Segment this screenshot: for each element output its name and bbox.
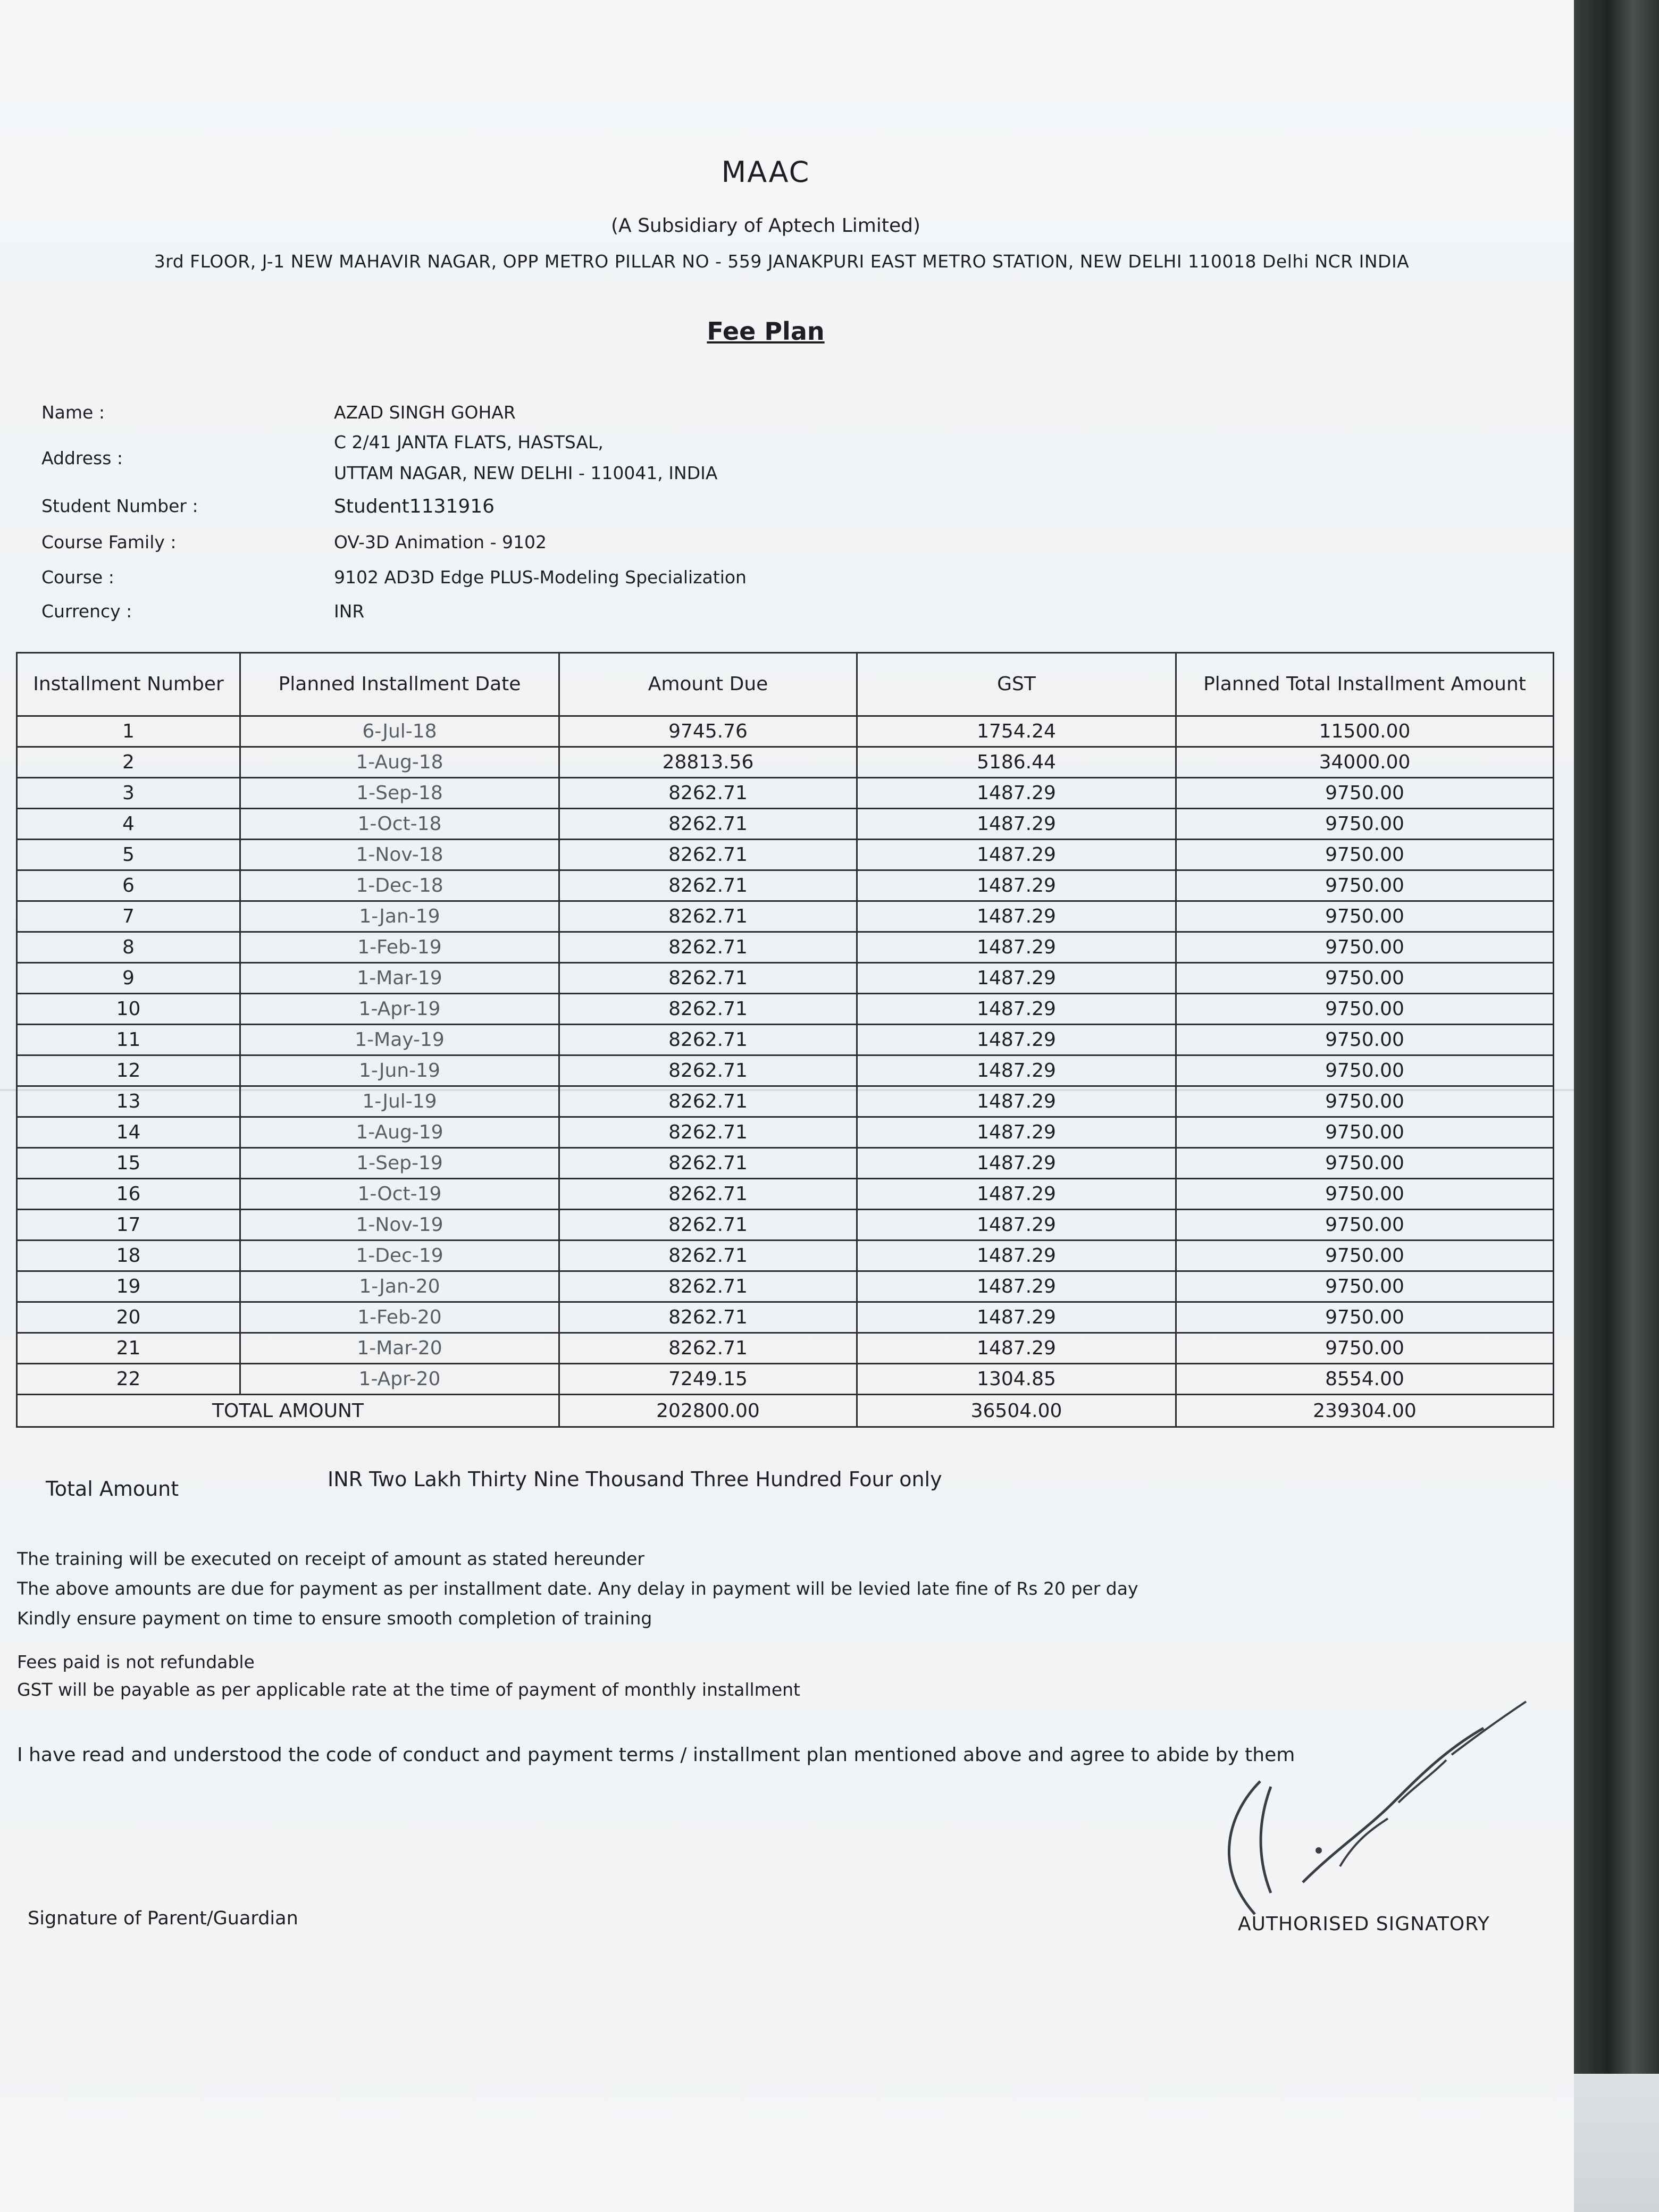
table-row [17,1148,1554,1179]
table-row [17,932,1554,963]
amount-due-cell: 8262.71 [559,932,857,963]
amount-due-cell: 8262.71 [559,1148,857,1179]
installment-date-cell: 1-Apr-19 [240,994,559,1025]
planned-total-cell: 9750.00 [1176,994,1554,1025]
amount-due-cell: 8262.71 [559,1302,857,1333]
installment-number-cell: 15 [17,1148,240,1179]
planned-total-cell: 9750.00 [1176,932,1554,963]
term-item: GST will be payable as per applicable rate at the time of payment of monthly installment [17,1679,800,1700]
gst-amount-cell: 1304.85 [857,1364,1176,1395]
planned-total-cell: 9750.00 [1176,809,1554,840]
gst-amount-cell: 1487.29 [857,1025,1176,1055]
planned-total-cell: 9750.00 [1176,870,1554,901]
course-family-value: OV-3D Animation - 9102 [334,532,547,552]
institute-name: MAAC [721,155,810,189]
table-row [17,901,1554,932]
installment-number-cell: 22 [17,1364,240,1395]
address-line1: C 2/41 JANTA FLATS, HASTSAL, [334,432,604,453]
installment-rows [17,716,1554,1395]
gst-amount-cell: 1487.29 [857,1179,1176,1210]
amount-due-cell: 8262.71 [559,809,857,840]
installment-date-cell: 1-Nov-19 [240,1210,559,1241]
installment-number-cell: 17 [17,1210,240,1241]
planned-total-cell: 34000.00 [1176,747,1554,778]
background-surface [1574,0,1659,2212]
gst-amount-cell: 1487.29 [857,1086,1176,1117]
installment-number-cell: 8 [17,932,240,963]
installment-date-cell: 1-Nov-18 [240,840,559,870]
planned-total-cell: 8554.00 [1176,1364,1554,1395]
course-family-label: Course Family : [41,532,177,552]
student-number-value: Student1131916 [334,496,495,517]
installment-table [16,652,1554,1428]
course-label: Course : [41,567,114,588]
table-row [17,1333,1554,1364]
planned-total-cell: 9750.00 [1176,1333,1554,1364]
table-row [17,963,1554,994]
planned-total-cell: 9750.00 [1176,840,1554,870]
table-row [17,1271,1554,1302]
term-item: The above amounts are due for payment as per installment date. Any delay in payment will be levied late fine of Rs 20 per day [17,1578,1138,1599]
amount-due-cell: 8262.71 [559,994,857,1025]
amount-due-cell: 8262.71 [559,963,857,994]
gst-amount-cell: 1487.29 [857,901,1176,932]
declaration-text: I have read and understood the code of conduct and payment terms / installment plan mentioned above and agree to abide by them [17,1744,1295,1766]
installment-number-cell: 7 [17,901,240,932]
installment-date-cell: 1-Jun-19 [240,1055,559,1086]
gst-amount-cell: 1487.29 [857,1271,1176,1302]
gst-amount-cell: 5186.44 [857,747,1176,778]
table-row [17,1025,1554,1055]
amount-due-cell: 8262.71 [559,1333,857,1364]
amount-due-cell: 8262.71 [559,778,857,809]
installment-date-cell: 1-Aug-18 [240,747,559,778]
installment-date-cell: 1-Apr-20 [240,1364,559,1395]
term-item: The training will be executed on receipt of amount as stated hereunder [17,1548,644,1569]
table-row [17,1179,1554,1210]
amount-due-cell: 8262.71 [559,1055,857,1086]
installment-date-cell: 1-Jan-20 [240,1271,559,1302]
amount-due-cell: 8262.71 [559,870,857,901]
table-row [17,994,1554,1025]
amount-due-cell: 7249.15 [559,1364,857,1395]
gst-amount-cell: 1487.29 [857,870,1176,901]
authorised-signatory-label: AUTHORISED SIGNATORY [1238,1913,1490,1935]
installment-number-cell: 1 [17,716,240,747]
installment-number-cell: 6 [17,870,240,901]
gst-amount-cell: 1487.29 [857,1117,1176,1148]
institute-address: 3rd FLOOR, J-1 NEW MAHAVIR NAGAR, OPP METRO PILLAR NO - 559 JANAKPURI EAST METRO STATION, NEW DELHI 110018 Delhi NCR INDIA [154,251,1410,272]
installment-number-cell: 14 [17,1117,240,1148]
header-planned-date: Planned Installment Date [240,653,559,716]
installment-date-cell: 1-Dec-18 [240,870,559,901]
amount-due-cell: 8262.71 [559,1271,857,1302]
installment-number-cell: 3 [17,778,240,809]
table-row [17,1302,1554,1333]
installment-date-cell: 1-Mar-20 [240,1333,559,1364]
amount-due-cell: 8262.71 [559,1086,857,1117]
term-item: Kindly ensure payment on time to ensure smooth completion of training [17,1608,652,1629]
table-row [17,870,1554,901]
total-words-value: INR Two Lakh Thirty Nine Thousand Three Hundred Four only [328,1468,942,1491]
installment-date-cell: 1-Aug-19 [240,1117,559,1148]
amount-due-cell: 8262.71 [559,1241,857,1271]
installment-date-cell: 1-Dec-19 [240,1241,559,1271]
name-label: Name : [41,402,105,423]
planned-total-cell: 9750.00 [1176,1271,1554,1302]
handwritten-signature [1196,1691,1547,1936]
amount-due-cell: 9745.76 [559,716,857,747]
installment-date-cell: 6-Jul-18 [240,716,559,747]
total-gst: 36504.00 [857,1395,1176,1427]
gst-amount-cell: 1487.29 [857,932,1176,963]
planned-total-cell: 9750.00 [1176,1055,1554,1086]
gst-amount-cell: 1487.29 [857,994,1176,1025]
installment-date-cell: 1-Jul-19 [240,1086,559,1117]
installment-number-cell: 9 [17,963,240,994]
amount-due-cell: 8262.71 [559,1179,857,1210]
total-planned-amount: 239304.00 [1176,1395,1554,1427]
table-row [17,747,1554,778]
planned-total-cell: 9750.00 [1176,1179,1554,1210]
table-row [17,1241,1554,1271]
term-item: Fees paid is not refundable [17,1652,255,1672]
installment-number-cell: 12 [17,1055,240,1086]
gst-amount-cell: 1487.29 [857,809,1176,840]
installment-number-cell: 16 [17,1179,240,1210]
planned-total-cell: 9750.00 [1176,1086,1554,1117]
installment-date-cell: 1-May-19 [240,1025,559,1055]
installment-number-cell: 19 [17,1271,240,1302]
installment-number-cell: 5 [17,840,240,870]
table-row [17,1055,1554,1086]
table-row [17,1210,1554,1241]
student-number-label: Student Number : [41,496,198,516]
planned-total-cell: 9750.00 [1176,963,1554,994]
name-value: AZAD SINGH GOHAR [334,402,516,423]
installment-date-cell: 1-Feb-20 [240,1302,559,1333]
total-row [17,1395,1554,1427]
gst-amount-cell: 1487.29 [857,1148,1176,1179]
gst-amount-cell: 1487.29 [857,1333,1176,1364]
installment-number-cell: 11 [17,1025,240,1055]
header-gst: GST [857,653,1176,716]
planned-total-cell: 9750.00 [1176,1025,1554,1055]
planned-total-cell: 9750.00 [1176,1241,1554,1271]
installment-number-cell: 4 [17,809,240,840]
table-header-row [17,653,1554,716]
installment-number-cell: 2 [17,747,240,778]
installment-number-cell: 18 [17,1241,240,1271]
total-words-label: Total Amount [46,1477,179,1501]
installment-number-cell: 10 [17,994,240,1025]
gst-amount-cell: 1487.29 [857,1302,1176,1333]
table-row [17,778,1554,809]
amount-due-cell: 8262.71 [559,840,857,870]
institute-subsidiary: (A Subsidiary of Aptech Limited) [610,215,921,237]
installment-date-cell: 1-Feb-19 [240,932,559,963]
installment-date-cell: 1-Jan-19 [240,901,559,932]
address-label: Address : [41,448,123,468]
planned-total-cell: 9750.00 [1176,1117,1554,1148]
table-row [17,1364,1554,1395]
planned-total-cell: 11500.00 [1176,716,1554,747]
parent-signature-label: Signature of Parent/Guardian [28,1908,298,1929]
planned-total-cell: 9750.00 [1176,1148,1554,1179]
gst-amount-cell: 1487.29 [857,1241,1176,1271]
table-row [17,809,1554,840]
planned-total-cell: 9750.00 [1176,778,1554,809]
amount-due-cell: 28813.56 [559,747,857,778]
table-row [17,840,1554,870]
document-title-text: Fee Plan [707,317,825,346]
document-title [0,317,1531,346]
gst-amount-cell: 1754.24 [857,716,1176,747]
planned-total-cell: 9750.00 [1176,1302,1554,1333]
amount-due-cell: 8262.71 [559,1025,857,1055]
planned-total-cell: 9750.00 [1176,1210,1554,1241]
installment-number-cell: 13 [17,1086,240,1117]
header-planned-total: Planned Total Installment Amount [1176,653,1554,716]
installment-date-cell: 1-Sep-19 [240,1148,559,1179]
gst-amount-cell: 1487.29 [857,1210,1176,1241]
gst-amount-cell: 1487.29 [857,1055,1176,1086]
currency-label: Currency : [41,601,132,622]
planned-total-cell: 9750.00 [1176,901,1554,932]
installment-number-cell: 20 [17,1302,240,1333]
installment-number-cell: 21 [17,1333,240,1364]
gst-amount-cell: 1487.29 [857,840,1176,870]
total-amount-due: 202800.00 [559,1395,857,1427]
header-installment-number: Installment Number [17,653,240,716]
total-label: TOTAL AMOUNT [17,1395,559,1427]
installment-date-cell: 1-Sep-18 [240,778,559,809]
installment-date-cell: 1-Oct-19 [240,1179,559,1210]
table-row [17,1117,1554,1148]
gst-amount-cell: 1487.29 [857,963,1176,994]
course-value: 9102 AD3D Edge PLUS-Modeling Specialization [334,567,747,588]
address-line2: UTTAM NAGAR, NEW DELHI - 110041, INDIA [334,463,718,483]
installment-date-cell: 1-Oct-18 [240,809,559,840]
currency-value: INR [334,601,365,622]
gst-amount-cell: 1487.29 [857,778,1176,809]
header-amount-due: Amount Due [559,653,857,716]
table-row [17,1086,1554,1117]
amount-due-cell: 8262.71 [559,901,857,932]
amount-due-cell: 8262.71 [559,1210,857,1241]
installment-date-cell: 1-Mar-19 [240,963,559,994]
amount-due-cell: 8262.71 [559,1117,857,1148]
table-row [17,716,1554,747]
